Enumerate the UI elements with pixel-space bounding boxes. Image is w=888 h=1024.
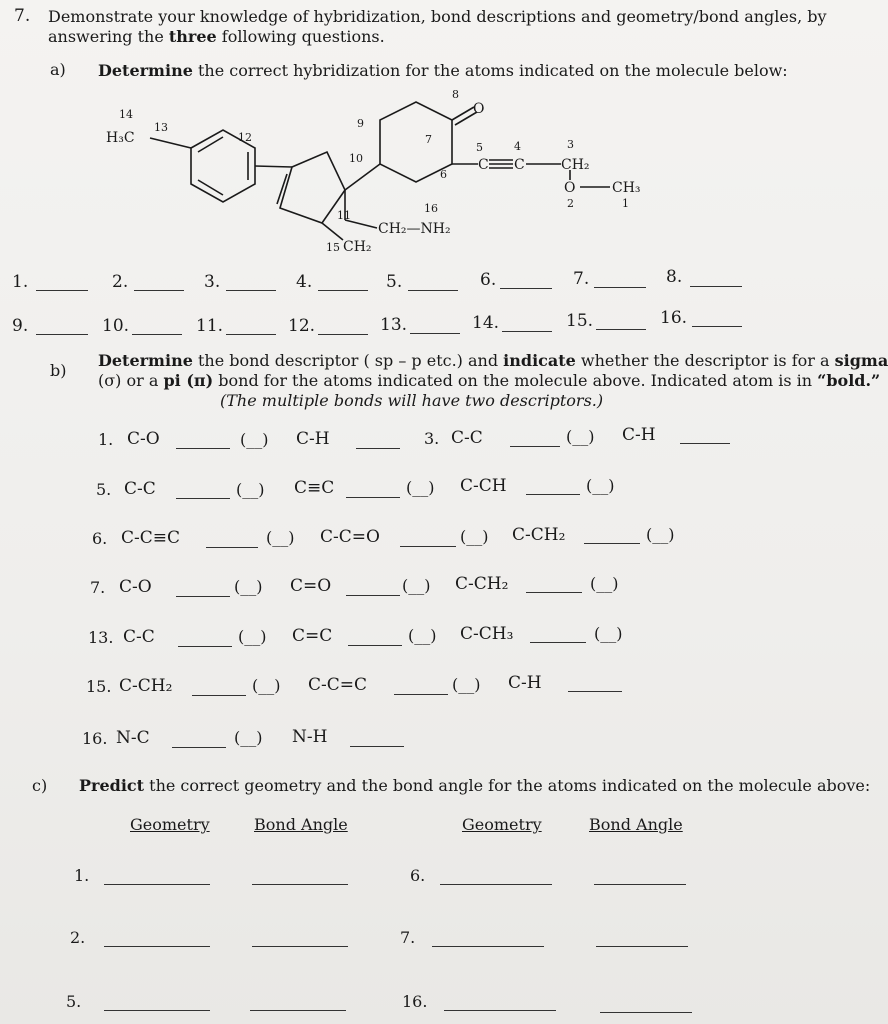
descriptor-blank[interactable] (510, 444, 560, 447)
intro-line-1: Demonstrate your knowledge of hybridization, bond descriptions and geometry/bond angles, by (48, 7, 827, 26)
descriptor-blank[interactable] (348, 643, 402, 646)
bond-label: C-C≡C (121, 528, 181, 548)
descriptor-blank[interactable] (568, 689, 622, 692)
hybrid-blank-9[interactable] (36, 332, 88, 335)
bond-label: N-H (292, 727, 328, 747)
hybrid-blank-10[interactable] (132, 332, 182, 335)
sigma-pi-blank[interactable]: (__) (236, 480, 265, 499)
hybrid-number: 7. (573, 269, 590, 289)
bond-number: 7. (90, 578, 106, 597)
sigma-pi-blank[interactable]: (__) (234, 577, 263, 596)
atom-label: 7 (425, 133, 432, 146)
descriptor-blank[interactable] (356, 446, 400, 449)
part-b-label: b) (50, 361, 67, 380)
part-b-line-2: (σ) or a pi (π) bond for the atoms indicated on the molecule above. Indicated atom is in “bold.” (98, 371, 881, 390)
atom-label: 12 (238, 131, 252, 144)
bond-label: C=C (292, 626, 333, 646)
geometry-blank[interactable] (104, 1008, 210, 1011)
group-ether-o: O (564, 180, 576, 196)
atom-label: 13 (154, 121, 168, 134)
bond-angle-blank[interactable] (594, 882, 686, 885)
hybrid-number: 6. (480, 270, 497, 290)
descriptor-blank[interactable] (526, 590, 582, 593)
bond-number: 15. (86, 677, 112, 696)
hybrid-number: 4. (296, 272, 313, 292)
descriptor-blank[interactable] (394, 692, 448, 695)
atom-label: 1 (622, 197, 629, 210)
hybrid-blank-5[interactable] (408, 288, 458, 291)
group-ketone-o: O (473, 101, 485, 117)
geometry-number: 5. (66, 992, 82, 1011)
bond-number: 1. (98, 430, 114, 449)
hybrid-blank-11[interactable] (226, 332, 276, 335)
bond-label: C-C (451, 428, 483, 448)
bond-number: 5. (96, 480, 112, 499)
hybrid-blank-6[interactable] (500, 286, 552, 289)
group-ch2-3: CH₂ (561, 157, 590, 173)
bond-label: C-CH₂ (119, 676, 173, 696)
hybrid-blank-1[interactable] (36, 288, 88, 291)
atom-label: 5 (476, 141, 483, 154)
molecule-bonds (150, 102, 610, 240)
hybrid-blank-7[interactable] (594, 285, 646, 288)
part-b-line-3: (The multiple bonds will have two descriptors.) (220, 391, 604, 410)
hybrid-blank-3[interactable] (226, 288, 276, 291)
molecule-structure (0, 80, 802, 255)
group-ch2nh2: CH₂—NH₂ (378, 221, 451, 237)
descriptor-blank[interactable] (192, 693, 246, 696)
bond-label: C-C (123, 627, 155, 647)
descriptor-blank[interactable] (178, 644, 232, 647)
sigma-pi-blank[interactable]: (__) (266, 528, 295, 547)
sigma-pi-blank[interactable]: (__) (252, 676, 281, 695)
hybrid-number: 13. (380, 315, 408, 335)
hybrid-blank-2[interactable] (134, 288, 184, 291)
descriptor-blank[interactable] (172, 745, 226, 748)
header-geometry-right: Geometry (462, 815, 542, 834)
part-a-instruction: Determine the correct hybridization for the atoms indicated on the molecule below: (98, 61, 788, 80)
descriptor-blank[interactable] (350, 744, 404, 747)
hybrid-blank-14[interactable] (502, 329, 552, 332)
bond-label: N-C (116, 728, 150, 748)
intro-line-2: answering the three following questions. (48, 27, 385, 46)
hybrid-blank-12[interactable] (318, 332, 368, 335)
atom-label: 11 (337, 209, 351, 222)
descriptor-blank[interactable] (176, 594, 230, 597)
hybrid-number: 8. (666, 267, 683, 287)
part-c-label: c) (32, 776, 48, 795)
geometry-blank[interactable] (104, 882, 210, 885)
sigma-pi-blank[interactable]: (__) (402, 576, 431, 595)
atom-number-labels (119, 88, 629, 254)
header-bond-angle-left: Bond Angle (254, 815, 348, 834)
hybrid-number: 2. (112, 272, 129, 292)
bond-angle-blank[interactable] (596, 944, 688, 947)
group-c5: C (478, 157, 489, 173)
sigma-pi-blank[interactable]: (__) (646, 525, 675, 544)
atom-label: 9 (357, 117, 364, 130)
descriptor-blank[interactable] (346, 495, 400, 498)
bond-angle-blank[interactable] (600, 1010, 692, 1013)
hybrid-number: 10. (102, 316, 130, 336)
hybrid-number: 15. (566, 311, 594, 331)
bond-label: C=O (290, 576, 332, 596)
hybrid-number: 5. (386, 272, 403, 292)
hybrid-blank-15[interactable] (596, 327, 646, 330)
bond-angle-blank[interactable] (252, 944, 348, 947)
descriptor-blank[interactable] (206, 545, 258, 548)
bond-label: C-O (119, 577, 152, 597)
sigma-pi-blank[interactable]: (__) (238, 627, 267, 646)
bond-angle-blank[interactable] (252, 882, 348, 885)
bond-label: C-C=C (308, 675, 368, 695)
group-c4: C (514, 157, 525, 173)
geometry-number: 2. (70, 928, 86, 947)
descriptor-blank[interactable] (530, 640, 586, 643)
atom-label: 8 (452, 88, 459, 101)
atom-label: 16 (424, 202, 438, 215)
atom-label: 10 (349, 152, 363, 165)
bond-label: C≡C (294, 478, 335, 498)
descriptor-blank[interactable] (680, 441, 730, 444)
sigma-pi-blank[interactable]: (__) (452, 675, 481, 694)
geometry-blank[interactable] (432, 944, 544, 947)
descriptor-blank[interactable] (346, 593, 400, 596)
geometry-number: 1. (74, 866, 90, 885)
sigma-pi-blank[interactable]: (__) (566, 427, 595, 446)
bond-label: C-H (508, 673, 542, 693)
bond-label: C-CH (460, 476, 507, 496)
hybrid-number: 11. (196, 316, 224, 336)
geometry-number: 16. (402, 992, 428, 1011)
descriptor-blank[interactable] (526, 492, 580, 495)
bond-number: 6. (92, 529, 108, 548)
sigma-pi-blank[interactable]: (__) (460, 527, 489, 546)
atom-label: 6 (440, 168, 447, 181)
atom-label: 15 (326, 241, 340, 254)
bond-label: C-H (622, 425, 656, 445)
geometry-blank[interactable] (444, 1008, 556, 1011)
part-b-line-1: Determine the bond descriptor ( sp – p etc.) and indicate whether the descriptor is for a sigma (98, 351, 888, 370)
sigma-pi-blank[interactable]: (__) (586, 476, 615, 495)
part-a-label: a) (50, 60, 66, 79)
header-geometry-left: Geometry (130, 815, 210, 834)
bond-label: C-CH₂ (455, 574, 509, 594)
bond-angle-blank[interactable] (250, 1008, 346, 1011)
bond-number: 3. (424, 429, 440, 448)
sigma-pi-blank[interactable]: (__) (240, 430, 269, 449)
hybrid-number: 14. (472, 313, 500, 333)
hybrid-blank-13[interactable] (410, 331, 460, 334)
atom-label: 4 (514, 140, 521, 153)
question-number: 7. (14, 6, 31, 26)
part-c-instruction: Predict the correct geometry and the bond angle for the atoms indicated on the molecule above: (79, 776, 871, 795)
descriptor-blank[interactable] (176, 446, 230, 449)
hybrid-number: 3. (204, 272, 221, 292)
group-h3c: H₃C (106, 130, 135, 146)
hybrid-blank-16[interactable] (692, 324, 742, 327)
hybrid-number: 1. (12, 272, 29, 292)
bond-label: C-C (124, 479, 156, 499)
hybrid-blank-4[interactable] (318, 288, 368, 291)
atom-label: 3 (567, 138, 574, 151)
geometry-blank[interactable] (104, 944, 210, 947)
group-ch3: CH₃ (612, 180, 641, 196)
bond-label: C-H (296, 429, 330, 449)
hybrid-number: 9. (12, 316, 29, 336)
sigma-pi-blank[interactable]: (__) (234, 728, 263, 747)
descriptor-blank[interactable] (400, 544, 456, 547)
bond-label: C-CH₂ (512, 525, 566, 545)
bond-label: C-O (127, 429, 160, 449)
descriptor-blank[interactable] (584, 541, 640, 544)
atom-group-labels (106, 101, 641, 255)
sigma-pi-blank[interactable]: (__) (406, 478, 435, 497)
sigma-pi-blank[interactable]: (__) (594, 624, 623, 643)
hybrid-blank-8[interactable] (690, 284, 742, 287)
geometry-number: 7. (400, 928, 416, 947)
bond-number: 16. (82, 729, 108, 748)
sigma-pi-blank[interactable]: (__) (590, 574, 619, 593)
hybrid-number: 16. (660, 308, 688, 328)
atom-label: 2 (567, 197, 574, 210)
bond-label: C-C=O (320, 527, 380, 547)
bond-label: C-CH₃ (460, 624, 514, 644)
descriptor-blank[interactable] (176, 496, 230, 499)
group-ch2-15: CH₂ (343, 239, 372, 255)
geometry-number: 6. (410, 866, 426, 885)
sigma-pi-blank[interactable]: (__) (408, 626, 437, 645)
bond-number: 13. (88, 628, 114, 647)
hybrid-number: 12. (288, 316, 316, 336)
geometry-blank[interactable] (440, 882, 552, 885)
header-bond-angle-right: Bond Angle (589, 815, 683, 834)
atom-label: 14 (119, 108, 133, 121)
